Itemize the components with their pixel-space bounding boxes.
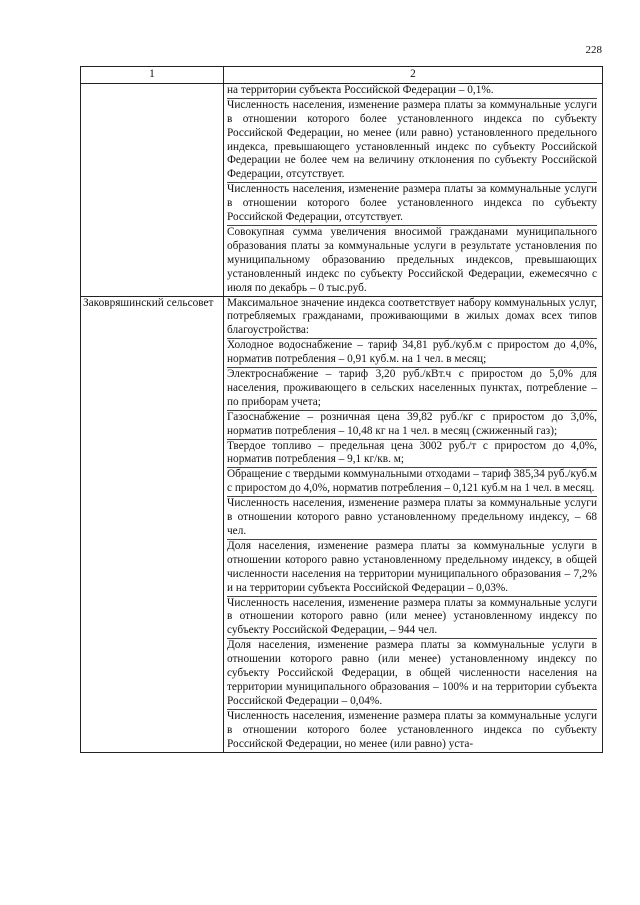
paragraph: Электроснабжение – тариф 3,20 руб./кВт.ч с приростом до 5,0% для населения, проживающего в сельских населенных пунктах, потребление – по приборам учета;: [227, 368, 597, 408]
paragraph: Численность населения, изменение размера платы за коммунальные услуги в отношении которого равно установленному предельному индексу, – 68 чел.: [227, 497, 597, 537]
paragraph: Доля населения, изменение размера платы за коммунальные услуги в отношении которого равно (или менее) установленному индексу по субъекту Российской Федерации, в общей численности населения на территории муниципального образования – 100% и на территории субъекта Российской Федерации – 0,04%.: [227, 639, 597, 707]
paragraph: Обращение с твердыми коммунальными отходами – тариф 385,34 руб./куб.м с приростом до 4,0%, норматив потребления – 0,121 куб.м на 1 чел. в месяц.: [227, 468, 597, 495]
column-header-2: 2: [224, 67, 603, 84]
table-row: [81, 296, 603, 752]
paragraph: Твердое топливо – предельная цена 3002 руб./т с приростом до 4,0%, норматив потребления – 9,1 кг/кв. м;: [227, 439, 597, 466]
description-cell: [224, 296, 603, 752]
municipality-cell: [81, 83, 224, 296]
paragraph: Совокупная сумма увеличения вносимой гражданами муниципального образования платы за коммунальные услуги в результате установления по муниципальному образованию предельных индексов, превышающих установленный индекс по субъекту Российской Федерации, ежемесячно с июля по декабрь – 0 тыс.руб.: [227, 225, 597, 294]
paragraph: Численность населения, изменение размера платы за коммунальные услуги в отношении которого более установленного индекса по субъекту Российской Федерации, но менее (или равно) установленного предельного индекса, превышающего установленный индекс по субъекту Российской Федерации не более чем на величину отклонения по субъекту Российской Федерации, отсутствует.: [227, 98, 597, 181]
paragraph: Численность населения, изменение размера платы за коммунальные услуги в отношении которого более установленного индекса по субъекту Российской Федерации, но менее (или равно) уста-: [227, 709, 597, 750]
table-row: [81, 83, 603, 296]
paragraph: на территории субъекта Российской Федерации – 0,1%.: [227, 83, 494, 96]
paragraph: Максимальное значение индекса соответствует набору коммунальных услуг, потребляемых гражданами, проживающими в жилых домах всех типов благоустройства:: [227, 296, 597, 337]
page-number: 228: [585, 44, 602, 56]
document-table: [80, 66, 603, 753]
paragraph: Численность населения, изменение размера платы за коммунальные услуги в отношении которого более установленного индекса по субъекту Российской Федерации, отсутствует.: [227, 183, 597, 224]
description-cell: [224, 83, 603, 296]
paragraph: Численность населения, изменение размера платы за коммунальные услуги в отношении которого равно (или менее) установленному индексу по субъекту Российской Федерации, – 944 чел.: [227, 596, 597, 637]
municipality-cell: Заковряшинский сельсовет: [81, 296, 224, 752]
column-header-1: 1: [81, 67, 224, 84]
paragraph: Доля населения, изменение размера платы за коммунальные услуги в отношении которого равно установленному предельному индексу, в общей численности населения на территории муниципального образования – 7,2% и на территории субъекта Российской Федерации – 0,03%.: [227, 539, 597, 594]
paragraph: Холодное водоснабжение – тариф 34,81 руб./куб.м с приростом до 4,0%, норматив потребления – 0,91 куб.м. на 1 чел. в месяц;: [227, 339, 597, 366]
table-header-row: [81, 67, 603, 84]
paragraph: Газоснабжение – розничная цена 39,82 руб./кг с приростом до 3,0%, норматив потребления – 10,48 кг на 1 чел. в месяц (сжиженный газ);: [227, 410, 597, 437]
